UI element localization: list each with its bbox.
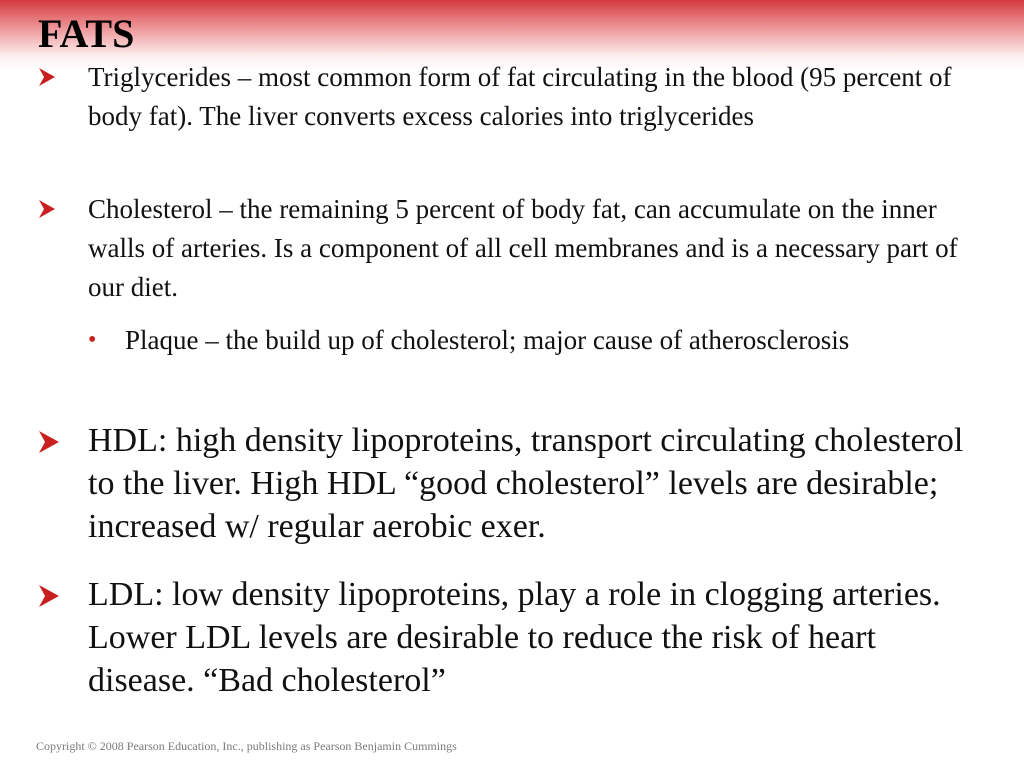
- bullet-text: LDL: low density lipoproteins, play a role in clogging arteries. Lower LDL levels are desirable to reduce the risk of heart disease. “Bad cholesterol”: [88, 576, 941, 699]
- sub-bullet-text: Plaque – the build up of cholesterol; major cause of atherosclerosis: [125, 325, 850, 355]
- bullet-item-ldl: [38, 573, 998, 702]
- bullet-item-hdl: [38, 419, 998, 548]
- bullet-item-cholesterol: [38, 190, 998, 307]
- sub-bullet-item-plaque: [88, 321, 908, 360]
- arrowhead-bullet-icon: [38, 199, 56, 219]
- arrowhead-bullet-icon: [38, 584, 60, 608]
- bullet-item-triglycerides: [38, 58, 998, 136]
- arrowhead-bullet-icon: [38, 430, 60, 454]
- sub-bullet-marker: •: [88, 327, 97, 353]
- bullet-text: Triglycerides – most common form of fat circulating in the blood (95 percent of body fat). The liver converts excess calories into triglycerides: [88, 62, 952, 131]
- bullet-text: HDL: high density lipoproteins, transport circulating cholesterol to the liver. High HDL “good cholesterol” levels are desirable; increased w/ regular aerobic exer.: [88, 422, 964, 545]
- copyright-footer: Copyright © 2008 Pearson Education, Inc., publishing as Pearson Benjamin Cummings: [36, 739, 457, 753]
- bullet-text: Cholesterol – the remaining 5 percent of body fat, can accumulate on the inner walls of arteries. Is a component of all cell membranes and is a necessary part of our diet.: [88, 194, 958, 302]
- arrowhead-bullet-icon: [38, 67, 56, 87]
- slide-title: FATS: [38, 11, 135, 56]
